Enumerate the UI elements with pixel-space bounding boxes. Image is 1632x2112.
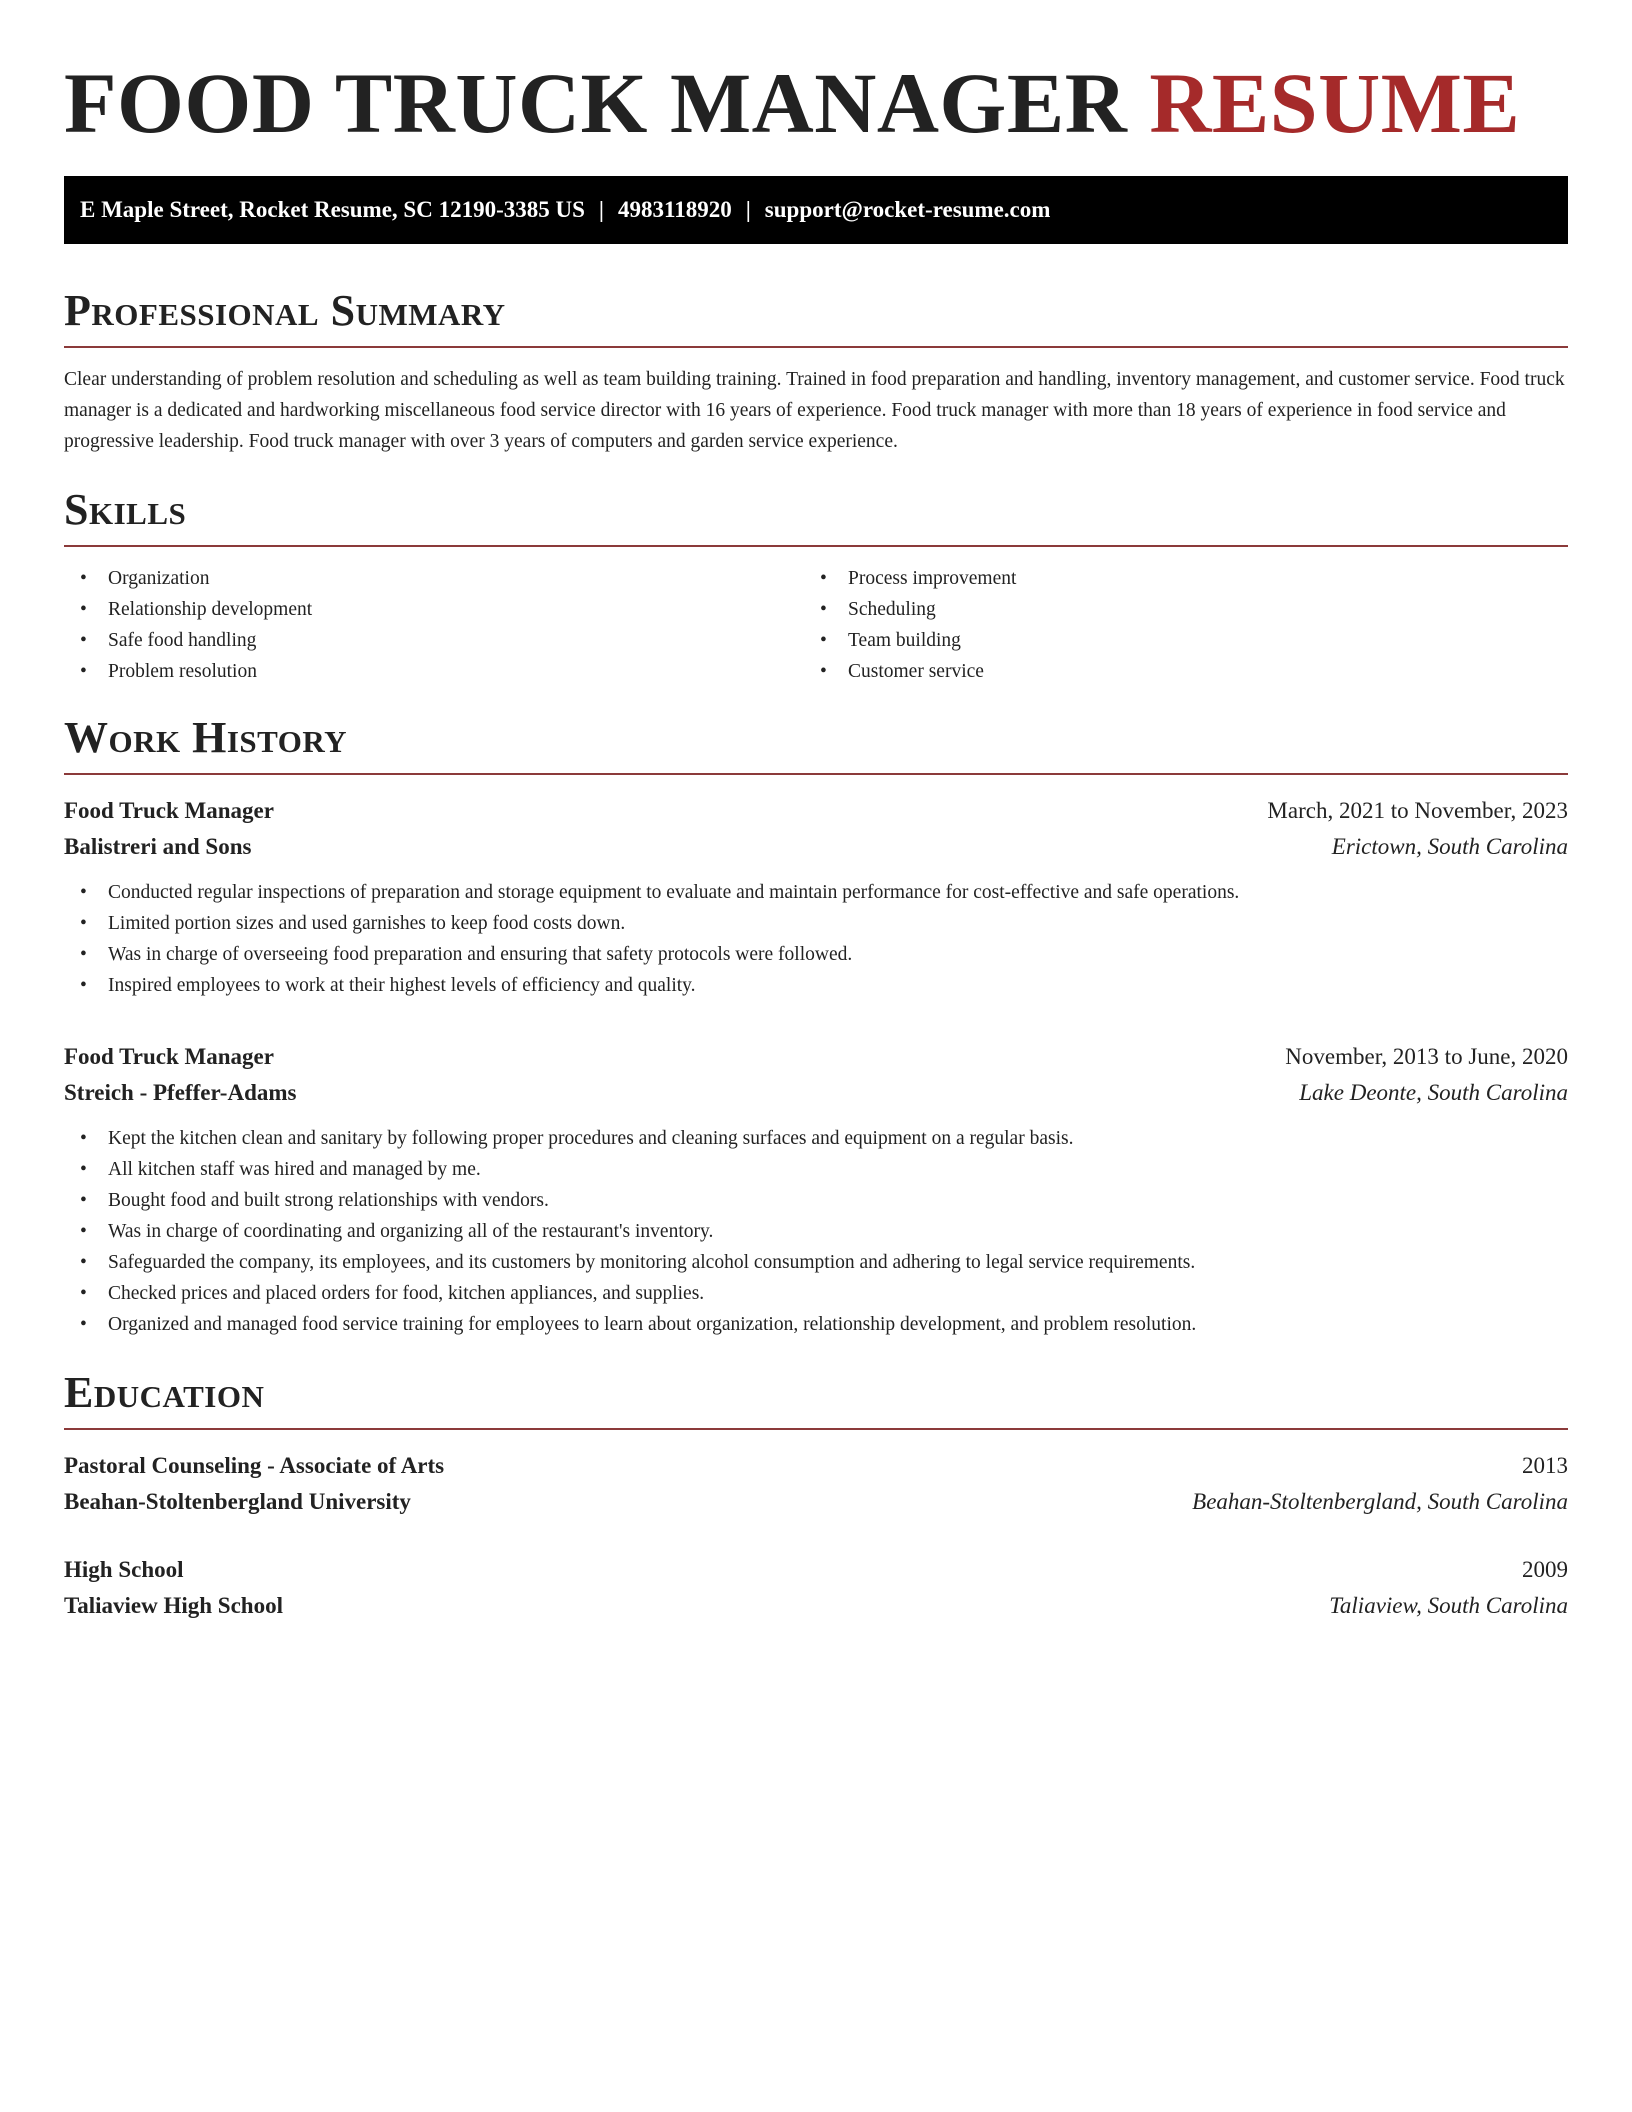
job-company-row xyxy=(64,1075,1568,1111)
resume-title xyxy=(64,55,1568,151)
bullet-icon: • xyxy=(80,1314,87,1335)
bullet-icon: • xyxy=(820,599,827,620)
section-divider xyxy=(64,773,1568,775)
section-divider xyxy=(64,1428,1568,1430)
bullet-icon: • xyxy=(80,1252,87,1273)
bullet-icon: • xyxy=(80,630,87,651)
job-duty-text: All kitchen staff was hired and managed by me. xyxy=(108,1159,481,1180)
job-location: Erictown, South Carolina xyxy=(1331,834,1568,859)
job-entry xyxy=(64,793,1568,1001)
bullet-icon: • xyxy=(80,1283,87,1304)
job-title: Food Truck Manager xyxy=(64,1044,274,1069)
bullet-icon: • xyxy=(80,1159,87,1180)
job-duty xyxy=(64,1247,1568,1278)
skill-item xyxy=(64,563,804,594)
resume-title-accent: RESUME xyxy=(1149,55,1521,151)
summary-text: Clear understanding of problem resolution and scheduling as well as team building training. Trained in food preparation and handling, inventory management, and customer service. Food truck manager is a dedicated and hardworking miscellaneous food service director with 16 years of experience. Food truck manager with more than 18 years of experience in food service and progressive leadership. Food truck manager with over 3 years of computers and garden service experience. xyxy=(64,369,1565,452)
section-title-work-history: Work History xyxy=(64,713,348,762)
education-school-row xyxy=(64,1588,1568,1624)
skill-item xyxy=(804,563,1544,594)
education-school: Taliaview High School xyxy=(64,1593,283,1618)
skill-item xyxy=(804,594,1544,625)
section-title-skills: Skills xyxy=(64,485,187,534)
job-duty-text: Limited portion sizes and used garnishes to keep food costs down. xyxy=(108,913,626,934)
job-duty xyxy=(64,877,1568,908)
contact-email: support@rocket-resume.com xyxy=(764,197,1051,222)
education-year: 2013 xyxy=(1522,1453,1568,1478)
job-duty xyxy=(64,1154,1568,1185)
education-degree-row xyxy=(64,1448,1568,1484)
job-dates: March, 2021 to November, 2023 xyxy=(1267,798,1568,823)
job-company: Streich - Pfeffer-Adams xyxy=(64,1080,297,1105)
job-header-row xyxy=(64,1039,1568,1075)
bullet-icon: • xyxy=(80,1221,87,1242)
bullet-icon: • xyxy=(80,1190,87,1211)
section-title-summary: Professional Summary xyxy=(64,286,506,335)
contact-separator: | xyxy=(598,197,604,222)
skill-label: Process improvement xyxy=(848,568,1017,589)
skills-column-left xyxy=(64,563,804,687)
skill-label: Customer service xyxy=(848,661,984,682)
skill-item xyxy=(804,656,1544,687)
skill-label: Problem resolution xyxy=(108,661,257,682)
bullet-icon: • xyxy=(80,975,87,996)
skill-item xyxy=(64,656,804,687)
bullet-icon: • xyxy=(820,568,827,589)
bullet-icon: • xyxy=(80,661,87,682)
education-year: 2009 xyxy=(1522,1557,1568,1582)
education-entry xyxy=(64,1552,1568,1624)
job-duty xyxy=(64,1123,1568,1154)
resume-page xyxy=(64,0,1568,1624)
job-duty xyxy=(64,1185,1568,1216)
education-degree: Pastoral Counseling - Associate of Arts xyxy=(64,1453,445,1478)
skill-label: Team building xyxy=(848,630,961,651)
bullet-icon: • xyxy=(820,661,827,682)
job-duty xyxy=(64,1216,1568,1247)
skill-item xyxy=(64,625,804,656)
job-header-row xyxy=(64,793,1568,829)
job-duties-list xyxy=(64,877,1568,1001)
section-divider xyxy=(64,545,1568,547)
bullet-icon: • xyxy=(80,944,87,965)
job-dates: November, 2013 to June, 2020 xyxy=(1285,1044,1568,1069)
job-duty-text: Safeguarded the company, its employees, and its customers by monitoring alcohol consumption and adhering to legal service requirements. xyxy=(108,1252,1196,1273)
education-entry xyxy=(64,1448,1568,1520)
education-school: Beahan-Stoltenbergland University xyxy=(64,1489,411,1514)
bullet-icon: • xyxy=(820,630,827,651)
education-degree: High School xyxy=(64,1557,184,1582)
job-title: Food Truck Manager xyxy=(64,798,274,823)
job-duty-text: Inspired employees to work at their highest levels of efficiency and quality. xyxy=(108,975,696,996)
resume-title-main: FOOD TRUCK MANAGER xyxy=(64,55,1128,151)
contact-bar xyxy=(64,176,1568,244)
job-duty xyxy=(64,1278,1568,1309)
job-duty-text: Checked prices and placed orders for food, kitchen appliances, and supplies. xyxy=(108,1283,705,1304)
bullet-icon: • xyxy=(80,882,87,903)
job-company: Balistreri and Sons xyxy=(64,834,252,859)
skill-label: Scheduling xyxy=(848,599,936,620)
bullet-icon: • xyxy=(80,568,87,589)
job-duties-list xyxy=(64,1123,1568,1340)
contact-address: E Maple Street, Rocket Resume, SC 12190-3385 US xyxy=(80,197,585,222)
education-school-row xyxy=(64,1484,1568,1520)
job-duty-text: Was in charge of overseeing food preparation and ensuring that safety protocols were followed. xyxy=(108,944,853,965)
job-duty xyxy=(64,1309,1568,1340)
job-company-row xyxy=(64,829,1568,865)
skills-list xyxy=(64,563,1568,687)
section-divider xyxy=(64,346,1568,348)
skills-column-right xyxy=(804,563,1544,687)
contact-separator: | xyxy=(745,197,751,222)
job-entry xyxy=(64,1039,1568,1340)
skill-item xyxy=(64,594,804,625)
job-duty xyxy=(64,908,1568,939)
job-duty-text: Bought food and built strong relationships with vendors. xyxy=(108,1190,549,1211)
job-duty-text: Conducted regular inspections of preparation and storage equipment to evaluate and maintain performance for cost-effective and safe operations. xyxy=(108,882,1240,903)
job-duty xyxy=(64,970,1568,1001)
skill-label: Organization xyxy=(108,568,210,589)
education-degree-row xyxy=(64,1552,1568,1588)
education-location: Taliaview, South Carolina xyxy=(1329,1593,1568,1618)
job-duty-text: Was in charge of coordinating and organizing all of the restaurant's inventory. xyxy=(108,1221,714,1242)
education-location: Beahan-Stoltenbergland, South Carolina xyxy=(1192,1489,1568,1514)
job-duty xyxy=(64,939,1568,970)
bullet-icon: • xyxy=(80,599,87,620)
job-location: Lake Deonte, South Carolina xyxy=(1299,1080,1568,1105)
skill-item xyxy=(804,625,1544,656)
bullet-icon: • xyxy=(80,913,87,934)
skill-label: Safe food handling xyxy=(108,630,257,651)
job-duty-text: Organized and managed food service training for employees to learn about organization, relationship development, and problem resolution. xyxy=(108,1314,1197,1335)
job-duty-text: Kept the kitchen clean and sanitary by following proper procedures and cleaning surfaces and equipment on a regular basis. xyxy=(108,1128,1074,1149)
section-title-education: Education xyxy=(64,1368,265,1417)
contact-phone: 4983118920 xyxy=(617,197,732,222)
skill-label: Relationship development xyxy=(108,599,313,620)
bullet-icon: • xyxy=(80,1128,87,1149)
